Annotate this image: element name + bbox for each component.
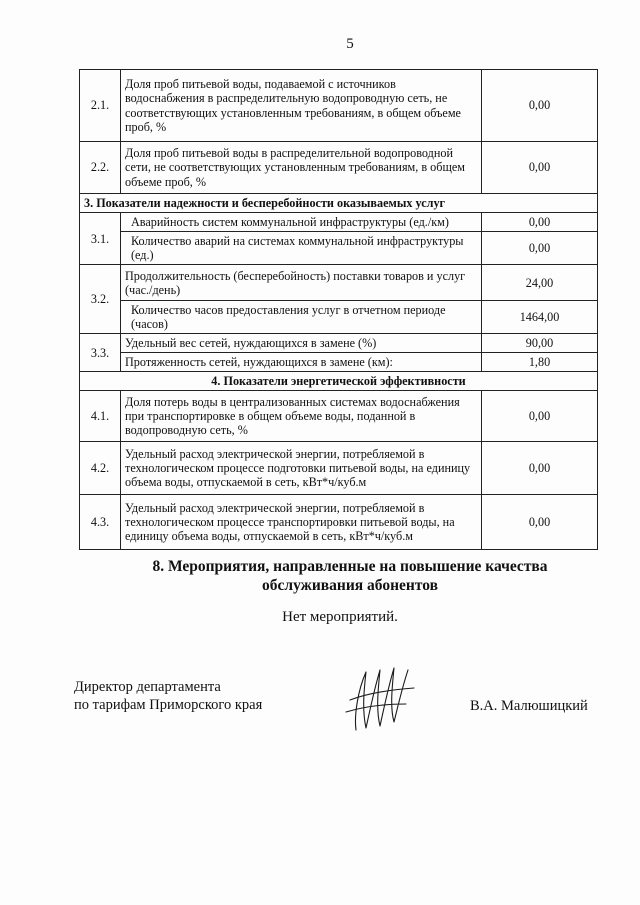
indicator-description: Удельный расход электрической энергии, потребляемой в технологическом процессе подготовки питьевой воды, на единицу объема воды, отпускаемой в сеть, кВт*ч/куб.м	[121, 442, 482, 495]
indicator-value: 24,00	[482, 265, 598, 301]
indicator-value: 0,00	[482, 213, 598, 232]
indicator-description: Протяженность сетей, нуждающихся в замене (км):	[121, 353, 482, 372]
indicator-value: 1,80	[482, 353, 598, 372]
row-number: 4.1.	[80, 391, 121, 442]
row-number: 4.2.	[80, 442, 121, 495]
indicators-table	[79, 69, 598, 550]
signer-title-line2: по тарифам Приморского края	[74, 697, 263, 714]
row-number: 2.1.	[80, 70, 121, 142]
indicator-value: 0,00	[482, 495, 598, 550]
indicator-description: Аварийность систем коммунальной инфраструктуры (ед./км)	[121, 213, 482, 232]
table-row	[80, 334, 598, 353]
handwritten-signature	[336, 660, 426, 735]
signer-title	[74, 678, 262, 714]
table-row	[80, 495, 598, 550]
indicator-value: 0,00	[482, 142, 598, 194]
table-row	[80, 301, 598, 334]
indicator-value: 0,00	[482, 232, 598, 265]
table-row	[80, 391, 598, 442]
table-row	[80, 142, 598, 194]
section-8-heading	[70, 557, 630, 596]
row-number: 3.2.	[80, 265, 121, 334]
table-row	[80, 213, 598, 232]
row-number: 3.1.	[80, 213, 121, 265]
indicator-description: Продолжительность (бесперебойность) поставки товаров и услуг (час./день)	[121, 265, 482, 301]
section-3-heading: 3. Показатели надежности и бесперебойности оказываемых услуг	[80, 194, 598, 213]
indicator-value: 0,00	[482, 70, 598, 142]
indicator-description: Удельный расход электрической энергии, потребляемой в технологическом процессе транспортировки питьевой воды, на единицу объема воды, отпускаемой в сеть, кВт*ч/куб.м	[121, 495, 482, 550]
row-number: 3.3.	[80, 334, 121, 372]
indicator-description: Количество аварий на системах коммунальной инфраструктуры (ед.)	[121, 232, 482, 265]
signer-name: В.А. Малюшицкий	[470, 698, 588, 714]
table-row	[80, 232, 598, 265]
indicator-description: Количество часов предоставления услуг в отчетном периоде (часов)	[121, 301, 482, 334]
row-number: 4.3.	[80, 495, 121, 550]
table-row	[80, 353, 598, 372]
section-row	[80, 372, 598, 391]
section-8-note: Нет мероприятий.	[282, 609, 398, 625]
indicator-value: 0,00	[482, 391, 598, 442]
table-row	[80, 442, 598, 495]
signer-title-line1: Директор департамента	[74, 679, 221, 695]
indicator-description: Доля проб питьевой воды в распределительной водопроводной сети, не соответствующих установленным требованиям, в общем объеме проб, %	[121, 142, 482, 194]
section-4-heading: 4. Показатели энергетической эффективности	[80, 372, 598, 391]
page-number: 5	[346, 36, 354, 52]
section-row	[80, 194, 598, 213]
row-number: 2.2.	[80, 142, 121, 194]
indicator-description: Доля проб питьевой воды, подаваемой с источников водоснабжения в распределительную водопроводную сеть, не соответствующих установленным требованиям, в общем объеме проб, %	[121, 70, 482, 142]
section-8-heading-line2: обслуживания абонентов	[262, 577, 438, 595]
table-row	[80, 265, 598, 301]
table-row	[80, 70, 598, 142]
indicator-description: Удельный вес сетей, нуждающихся в замене (%)	[121, 334, 482, 353]
indicator-value: 90,00	[482, 334, 598, 353]
section-8-heading-line1: 8. Мероприятия, направленные на повышение качества	[152, 558, 548, 575]
indicator-value: 1464,00	[482, 301, 598, 334]
indicator-value: 0,00	[482, 442, 598, 495]
indicator-description: Доля потерь воды в централизованных системах водоснабжения при транспортировке в общем объеме воды, поданной в водопроводную сеть, %	[121, 391, 482, 442]
